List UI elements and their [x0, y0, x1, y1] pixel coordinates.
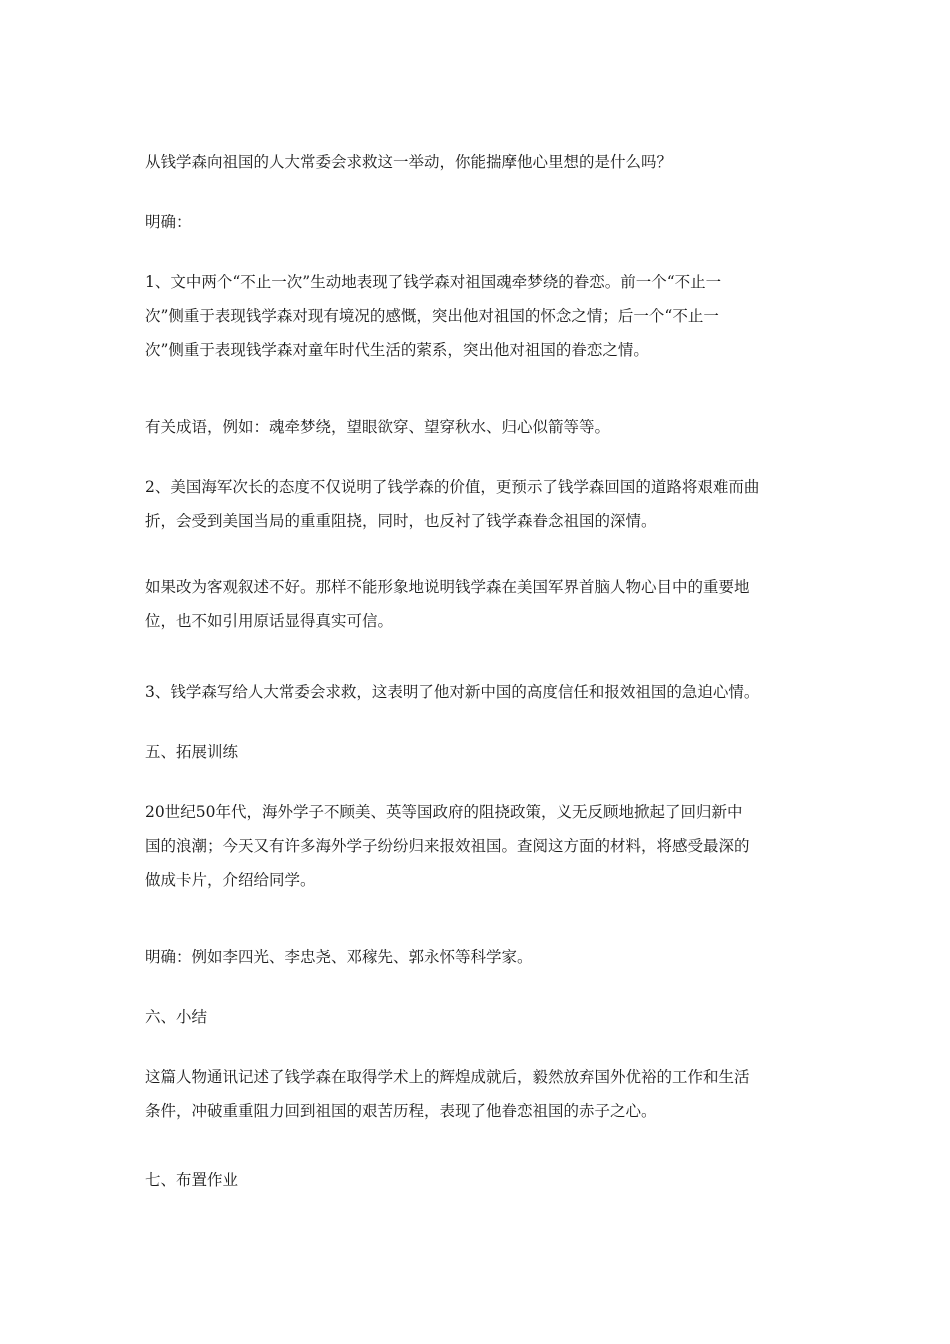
- text-line: 七、布置作业: [145, 1171, 239, 1189]
- summary-paragraph: [145, 1060, 810, 1128]
- examples-paragraph: [145, 940, 810, 974]
- text-line: 六、小结: [145, 1008, 208, 1026]
- text-line: 做成卡片，介绍给同学。: [145, 871, 316, 889]
- answer-heading: [145, 205, 810, 239]
- text-line: 国的浪潮；今天又有许多海外学子纷纷归来报效祖国。查阅这方面的材料，将感受最深的: [145, 837, 750, 855]
- section-heading-homework: [145, 1163, 810, 1197]
- answer-point-2: [145, 470, 810, 538]
- answer-point-3: [145, 675, 810, 709]
- text-line: 3、钱学森写给人大常委会求救，这表明了他对新中国的高度信任和报效祖国的急迫心情。: [145, 683, 760, 701]
- text-line: 位，也不如引用原话显得真实可信。: [145, 612, 394, 630]
- text-line: 从钱学森向祖国的人大常委会求救这一举动，你能揣摩他心里想的是什么吗？: [145, 153, 673, 171]
- extension-paragraph: [145, 795, 810, 897]
- text-line: 次”侧重于表现钱学森对现有境况的感慨，突出他对祖国的怀念之情；后一个“不止一: [145, 307, 719, 325]
- text-line: 次”侧重于表现钱学森对童年时代生活的萦系，突出他对祖国的眷恋之情。: [145, 341, 649, 359]
- text-line: 1、文中两个“不止一次”生动地表现了钱学森对祖国魂牵梦绕的眷恋。前一个“不止一: [145, 273, 722, 291]
- answer-point-1: [145, 265, 810, 367]
- text-line: 20世纪50年代，海外学子不顾美、英等国政府的阻挠政策，义无反顾地掀起了回归新中: [145, 803, 743, 821]
- section-heading-extension: [145, 735, 810, 769]
- question-paragraph: [145, 145, 810, 179]
- text-line: 五、拓展训练: [145, 743, 239, 761]
- text-line: 折，会受到美国当局的重重阻挠，同时，也反衬了钱学森眷念祖国的深情。: [145, 512, 657, 530]
- text-line: 如果改为客观叙述不好。那样不能形象地说明钱学森在美国军界首脑人物心目中的重要地: [145, 578, 750, 596]
- section-heading-summary: [145, 1000, 810, 1034]
- text-line: 明确：: [145, 213, 192, 231]
- narration-paragraph: [145, 570, 810, 638]
- text-line: 明确：例如李四光、李忠尧、邓稼先、郭永怀等科学家。: [145, 948, 533, 966]
- text-line: 有关成语，例如：魂牵梦绕，望眼欲穿、望穿秋水、归心似箭等等。: [145, 418, 611, 436]
- text-line: 这篇人物通讯记述了钱学森在取得学术上的辉煌成就后，毅然放弃国外优裕的工作和生活: [145, 1068, 750, 1086]
- text-line: 条件，冲破重重阻力回到祖国的艰苦历程，表现了他眷恋祖国的赤子之心。: [145, 1102, 657, 1120]
- idioms-paragraph: [145, 410, 810, 444]
- text-line: 2、美国海军次长的态度不仅说明了钱学森的价值，更预示了钱学森回国的道路将艰难而曲: [145, 478, 760, 496]
